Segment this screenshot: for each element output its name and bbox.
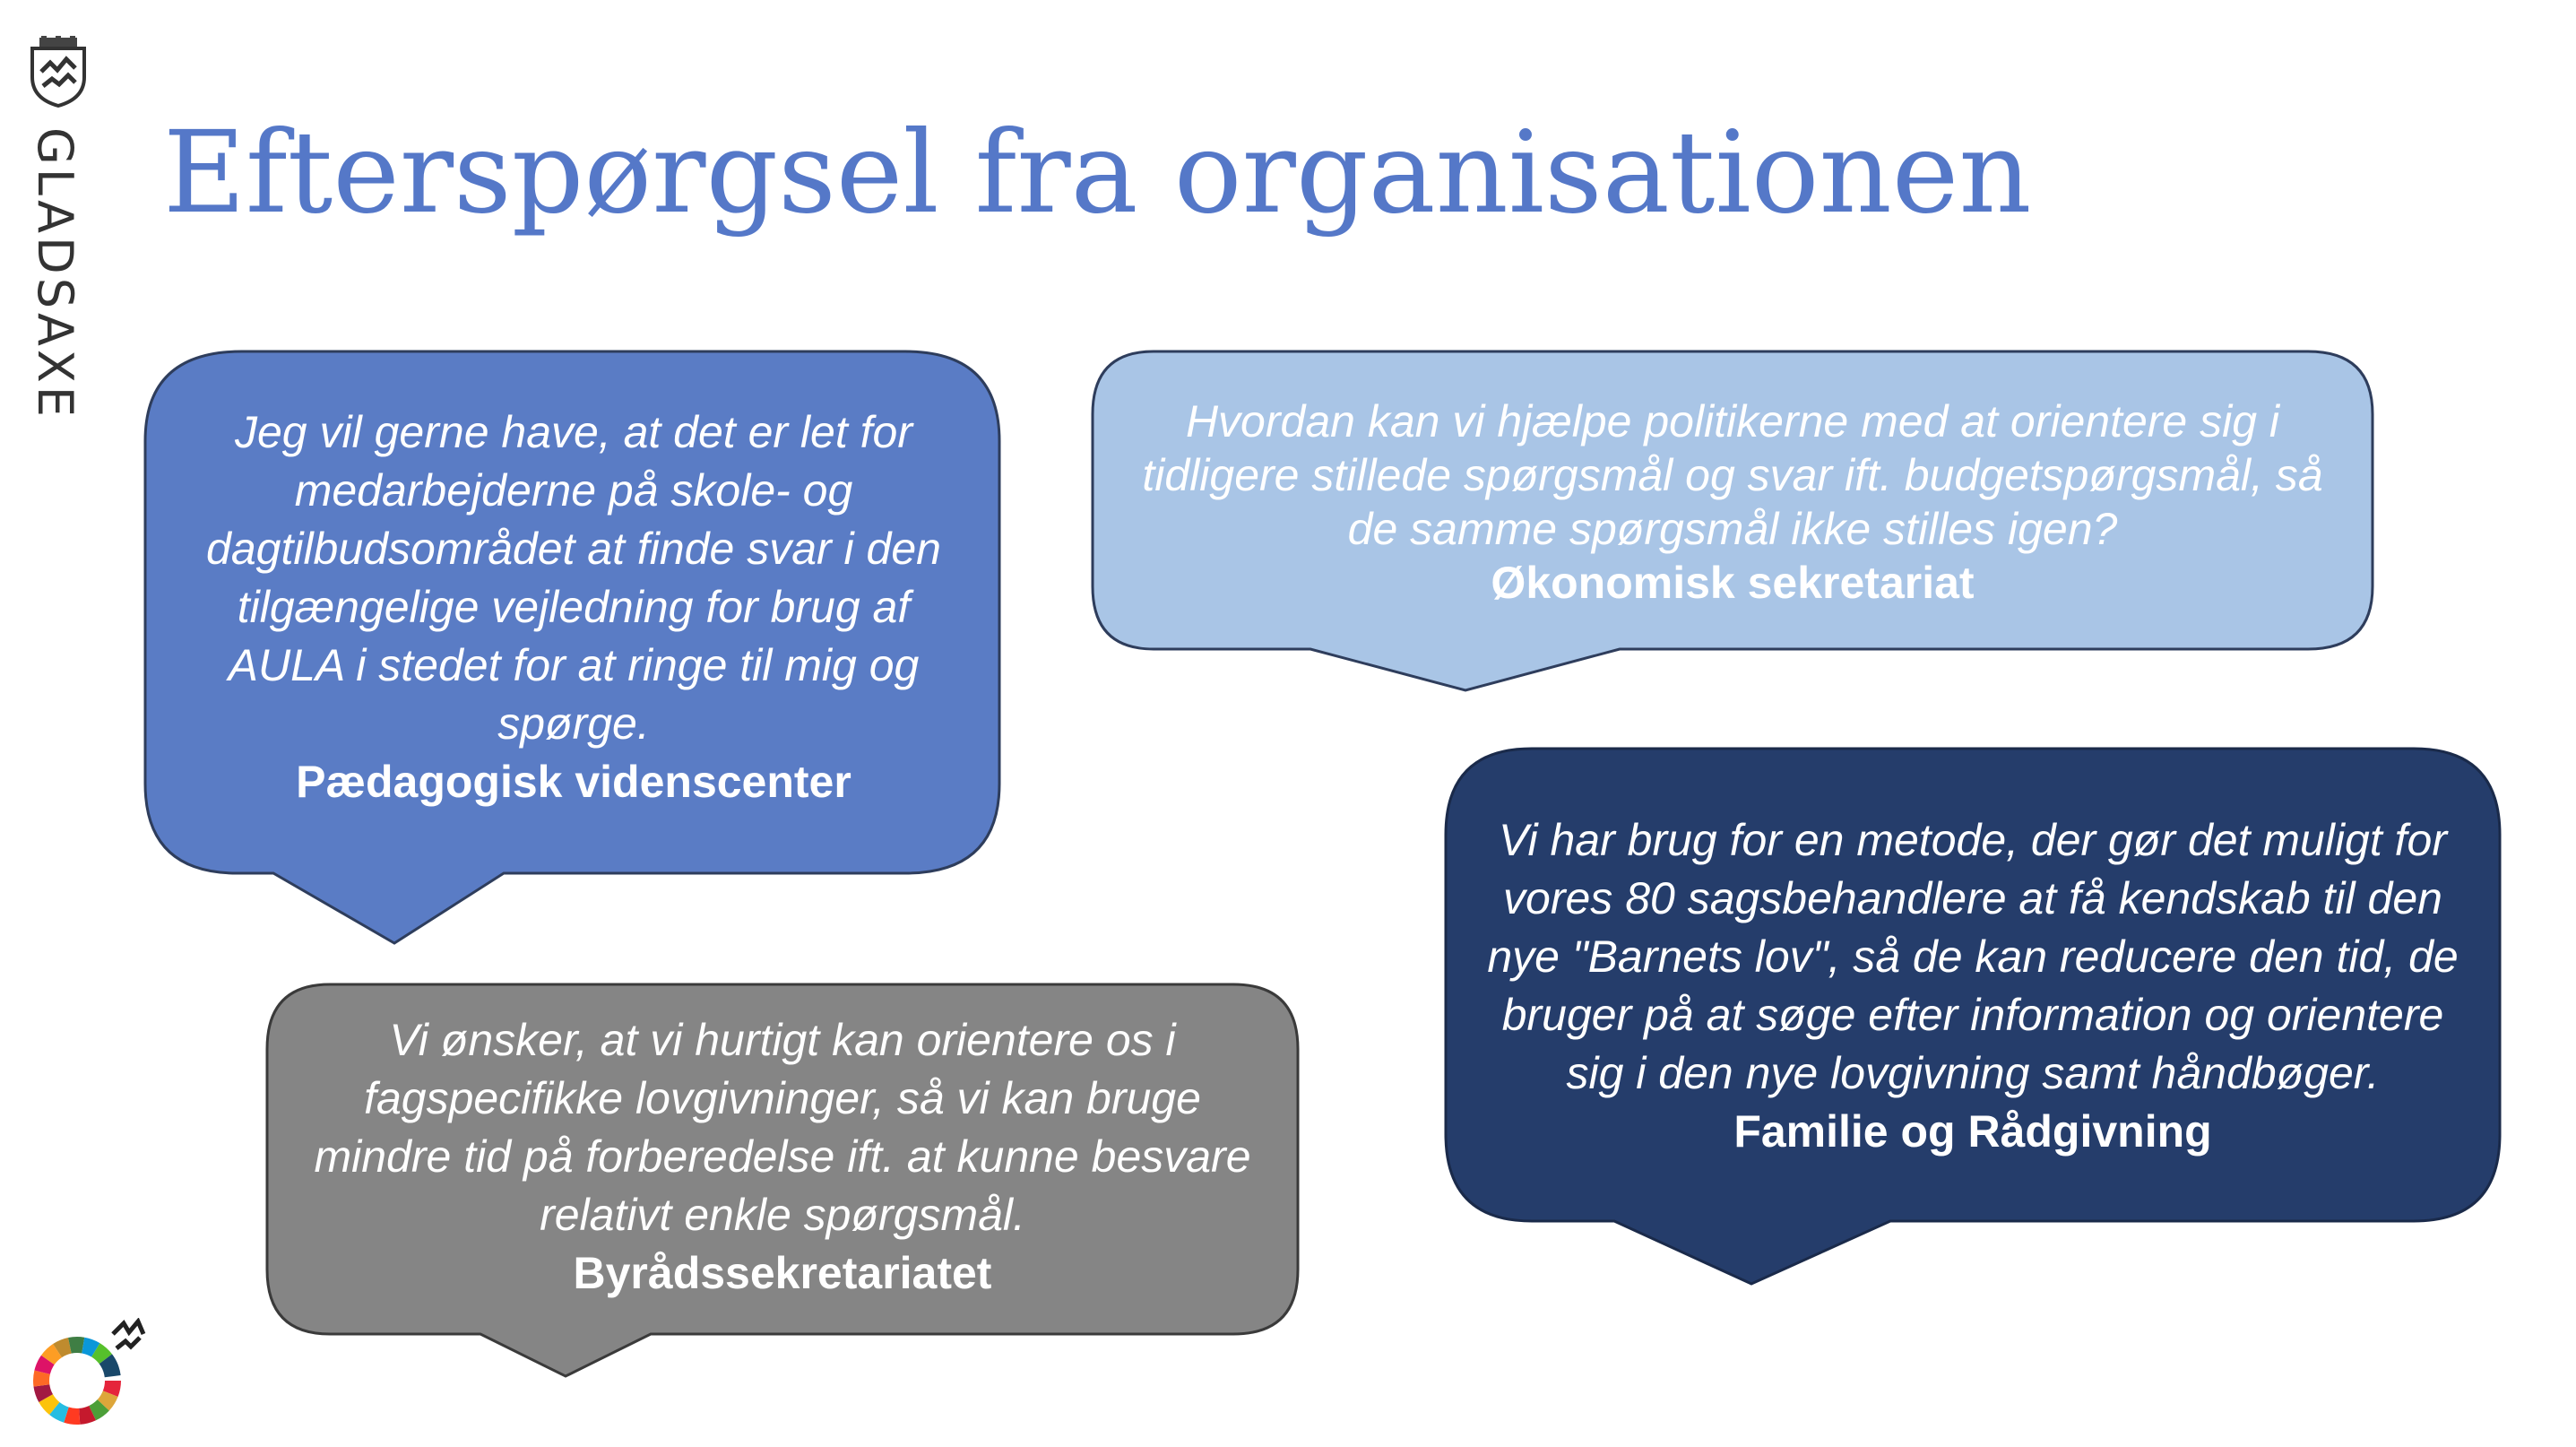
speech-bubble-paedagogisk [143,351,1004,943]
bubble-quote: Vi ønsker, at vi hurtigt kan orientere os i fagspecifikke lovgivninger, så vi kan bruge mindre tid på forberedelse ift. at kunne besvare relativt enkle spørgsmål. [314,1014,1251,1240]
bubble-source: Familie og Rådgivning [1733,1106,2212,1157]
bubble-source: Byrådssekretariatet [573,1247,992,1298]
bubble-quote: Jeg vil gerne have, at det er let for medarbejderne på skole- og dagtilbudsområdet at finde svar i den tilgængelige vejledning for brug af AULA i stedet for at ringe til mig og spørge. [206,406,941,749]
speech-bubble-oekonomisk [1091,351,2374,692]
sdg-wheel-icon [30,1318,147,1425]
bubble-source: Pædagogisk videnscenter [296,756,851,807]
page-title: Efterspørgsel fra organisationen [163,107,2032,238]
bubble-quote: Vi har brug for en metode, der gør det muligt for vores 80 sagsbehandlere at få kendskab til den nye "Barnets lov", så de kan reducere den tid, de bruger på at søge efter information og orientere sig i den nye lovgivning samt håndbøger. [1487,815,2459,1098]
bubble-quote: Hvordan kan vi hjælpe politikerne med at orientere sig i tidligere stillede spørgsmål og svar ift. budgetspørgsmål, så de samme spørgsmål ikke stilles igen? [1142,396,2323,554]
bubble-text [292,1004,1273,1309]
gladsaxe-crest-icon [27,36,90,108]
bubble-source: Økonomisk sekretariat [1491,558,1975,608]
bubble-text [1471,775,2475,1197]
bubble-text [179,387,968,827]
bubble-text [1118,386,2347,619]
speech-bubble-familie [1444,749,2502,1287]
brand-name: GLADSAXE [27,127,83,421]
speech-bubble-byraad [265,984,1300,1379]
